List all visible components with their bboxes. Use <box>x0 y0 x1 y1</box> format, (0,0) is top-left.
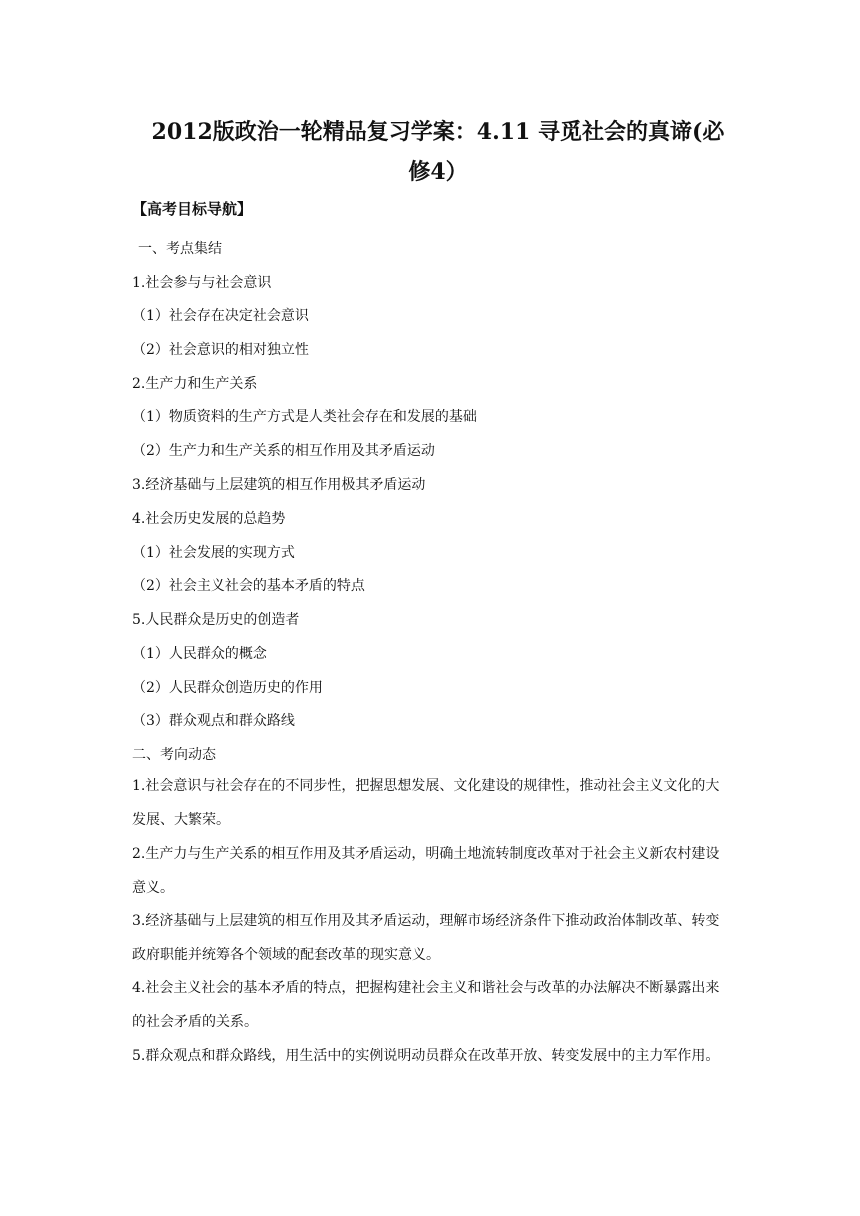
outline-item: （2）社会主义社会的基本矛盾的特点 <box>132 578 365 594</box>
outline-item: 4.社会历史发展的总趋势 <box>132 511 286 527</box>
outline-item: 3.经济基础与上层建筑的相互作用极其矛盾运动 <box>132 477 426 493</box>
outline-item: 5.人民群众是历史的创造者 <box>132 612 300 628</box>
trend-paragraph: 3.经济基础与上层建筑的相互作用及其矛盾运动，理解市场经济条件下推动政治体制改革、转变政府职能并统筹各个领域的配套改革的现实意义。 <box>132 913 720 963</box>
outline-item: （1）社会存在决定社会意识 <box>132 308 309 324</box>
nav-heading: 【高考目标导航】 <box>132 200 253 218</box>
outline-item: （1）物质资料的生产方式是人类社会存在和发展的基础 <box>132 409 477 425</box>
section-heading-2: 二、考向动态 <box>132 747 216 763</box>
outline-item: （3）群众观点和群众路线 <box>132 713 295 729</box>
outline-item: （1）人民群众的概念 <box>132 646 267 662</box>
document-title-line-1: 2012版政治一轮精品复习学案：4.11 寻觅社会的真谛(必 <box>151 119 725 145</box>
section-heading-1: 一、考点集结 <box>138 241 222 257</box>
trend-paragraph: 4.社会主义社会的基本矛盾的特点，把握构建社会主义和谐社会与改革的办法解决不断暴露出来的社会矛盾的关系。 <box>132 980 720 1030</box>
trend-paragraph: 2.生产力与生产关系的相互作用及其矛盾运动，明确土地流转制度改革对于社会主义新农村建设意义。 <box>132 846 720 896</box>
outline-item: （2）人民群众创造历史的作用 <box>132 680 323 696</box>
outline-item: （2）生产力和生产关系的相互作用及其矛盾运动 <box>132 443 435 459</box>
document-title-line-2: 修4） <box>408 159 468 185</box>
outline-item: 1.社会参与与社会意识 <box>132 275 272 291</box>
trend-paragraph: 1.社会意识与社会存在的不同步性，把握思想发展、文化建设的规律性，推动社会主义文化的大发展、大繁荣。 <box>132 778 720 828</box>
outline-item: （2）社会意识的相对独立性 <box>132 342 309 358</box>
trend-paragraph: 5.群众观点和群众路线，用生活中的实例说明动员群众在改革开放、转变发展中的主力军作用。 <box>132 1048 720 1064</box>
outline-item: （1）社会发展的实现方式 <box>132 545 295 561</box>
outline-item: 2.生产力和生产关系 <box>132 376 258 392</box>
